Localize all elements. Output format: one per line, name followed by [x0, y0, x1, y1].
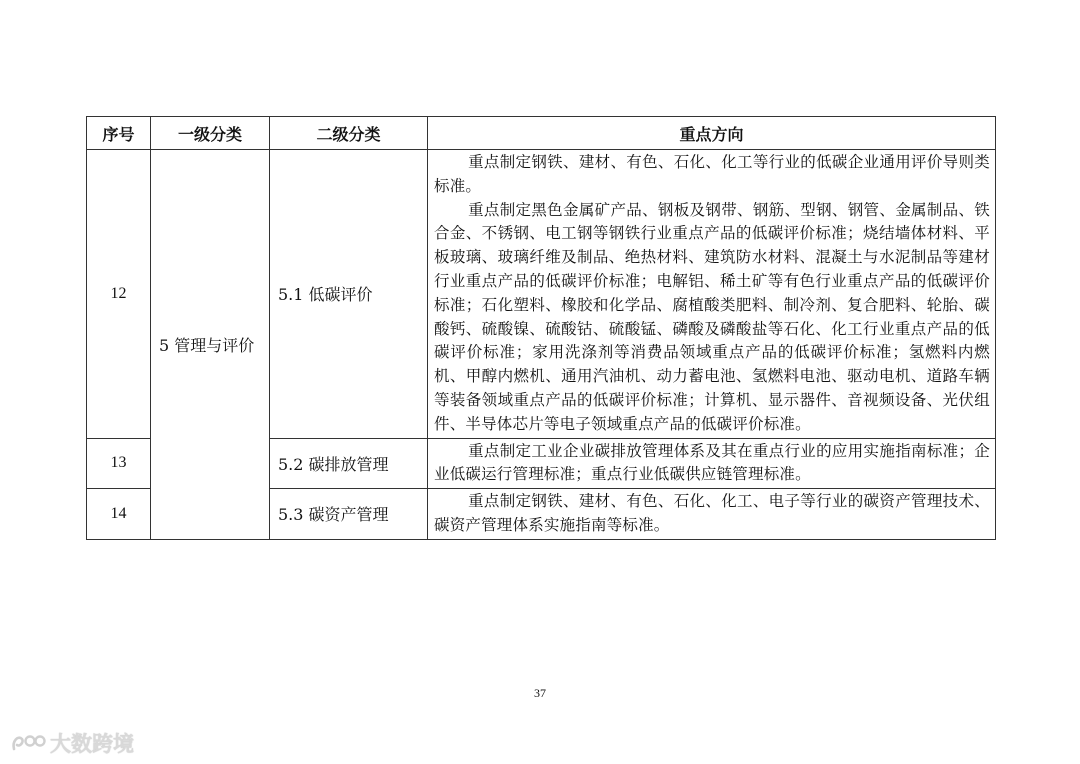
header-direction: 重点方向	[428, 117, 996, 150]
watermark	[10, 728, 134, 758]
header-level1: 一级分类	[151, 117, 270, 150]
serial-cell: 14	[87, 489, 151, 540]
standards-table	[86, 116, 996, 540]
direction-cell	[428, 150, 996, 439]
direction-cell	[428, 438, 996, 489]
watermark-text: 大数跨境	[50, 732, 134, 756]
direction-paragraph: 重点制定钢铁、建材、有色、石化、化工等行业的低碳企业通用评价导则类标准。	[434, 153, 990, 195]
brand-logo-icon	[10, 731, 46, 755]
serial-cell: 13	[87, 438, 151, 489]
level1-cell: 5 管理与评价	[151, 150, 270, 540]
table-row	[87, 150, 996, 439]
level2-cell: 5.3 碳资产管理	[270, 489, 428, 540]
header-serial: 序号	[87, 117, 151, 150]
direction-paragraph: 重点制定黑色金属矿产品、钢板及钢带、钢筋、型钢、钢管、金属制品、铁合金、不锈钢、电工钢等钢铁行业重点产品的低碳评价标准；烧结墙体材料、平板玻璃、玻璃纤维及制品、绝热材料、建筑防水材料、混凝土与水泥制品等建材行业重点产品的低碳评价标准；电解铝、稀土矿等有色行业重点产品的低碳评价标准；石化塑料、橡胶和化学品、腐植酸类肥料、制冷剂、复合肥料、轮胎、碳酸钙、硫酸镍、硫酸钴、硫酸锰、磷酸及磷酸盐等石化、化工行业重点产品的低碳评价标准；家用洗涤剂等消费品领域重点产品的低碳评价标准；氢燃料内燃机、甲醇内燃机、通用汽油机、动力蓄电池、氢燃料电池、驱动电机、道路车辆等装备领域重点产品的低碳评价标准；计算机、显示器件、音视频设备、光伏组件、半导体芯片等电子领域重点产品的低碳评价标准。	[434, 200, 990, 433]
header-level2: 二级分类	[270, 117, 428, 150]
direction-paragraph: 重点制定钢铁、建材、有色、石化、化工、电子等行业的碳资产管理技术、碳资产管理体系实施指南等标准。	[434, 492, 990, 534]
level2-cell: 5.1 低碳评价	[270, 150, 428, 439]
page-number: 37	[534, 686, 546, 700]
serial-cell: 12	[87, 150, 151, 439]
direction-paragraph: 重点制定工业企业碳排放管理体系及其在重点行业的应用实施指南标准；企业低碳运行管理标准；重点行业低碳供应链管理标准。	[434, 441, 990, 484]
level2-cell: 5.2 碳排放管理	[270, 438, 428, 489]
direction-cell	[428, 489, 996, 540]
table-header-row	[87, 117, 996, 150]
